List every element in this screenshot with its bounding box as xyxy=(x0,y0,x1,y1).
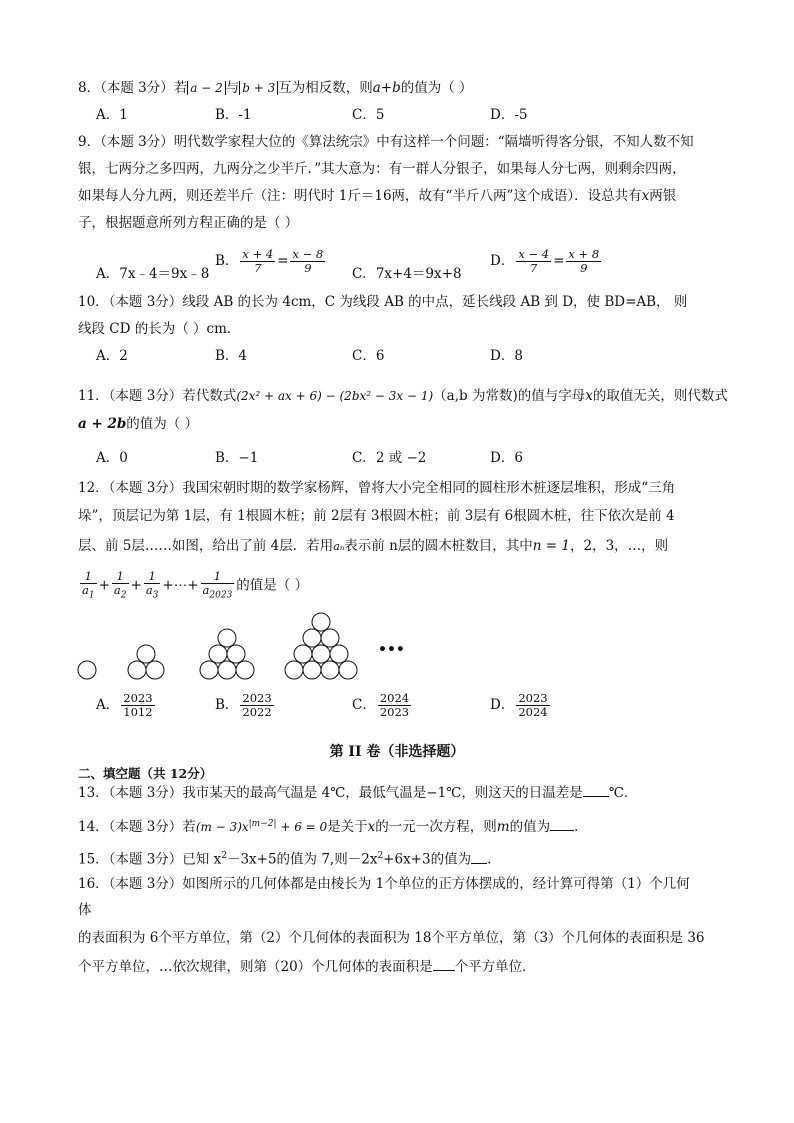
q8-option-c: C．5 xyxy=(352,107,385,123)
question-14: 14．（本题 3分）若$(m - 3)x^{|m-2|} + 6 = 0$是关于x的一元一次方程，则m的值为 ． xyxy=(78,814,588,837)
question-9-line-3: 如果每人分九两，则还差半斤（注：明代时 1斤＝16两，故有“半斤八两”这个成语）．设总共有x两银 xyxy=(78,188,677,204)
question-9-line-4: 子，根据题意所列方程正确的是（ ） xyxy=(78,215,299,231)
question-10-line-2: 线段 CD 的长为（ ）cm． xyxy=(78,321,241,337)
pile-4 xyxy=(285,613,357,679)
question-16-line-1: 16．（本题 3分）如图所示的几何体都是由棱长为 1个单位的正方体摆成的，经计算可得第（1）个几何 xyxy=(78,876,690,892)
section-subtitle: 二、填空题（共 12分） xyxy=(78,766,213,781)
question-9-line-2: 银，七两分之多四两，九两分之少半斤．”其大意为：有一群人分银子，如果每人分七两，则剩余四两， xyxy=(78,161,686,177)
q11-option-a: A．0 xyxy=(96,450,128,466)
q12-option-c: C． $\frac{2024}{2023}$ xyxy=(352,691,410,719)
q10-option-d: D．8 xyxy=(490,348,523,364)
log-pile-figure xyxy=(70,612,430,692)
q11-option-c: C．2 或 −2 xyxy=(352,450,427,466)
q8-option-a: A．1 xyxy=(96,107,128,123)
q9-option-b: B． $\frac{x + 4}{7}$ = $\frac{x - 8}{9}$ xyxy=(215,247,324,275)
q10-option-c: C．6 xyxy=(352,348,385,364)
question-12-sum: $\frac{1}{a_1}$ + $\frac{1}{a_2}$ + $\frac{1}{a_3}$ +⋯+ $\frac{1}{a_{2023}}$ 的值是（ ） xyxy=(82,569,309,601)
q9-option-a: A．7x﹣4＝9x﹣8 xyxy=(96,266,210,282)
question-16-line-4: 个平方单位，…依次规律，则第（20）个几何体的表面积是 个平方单位． xyxy=(78,956,536,977)
question-15: 15．（本题 3分）已知 $x^2-3x+5$的值为 7,则$-2x^2+6x+3$的值为 . xyxy=(78,846,491,870)
figure-ellipsis: ••• xyxy=(378,642,405,658)
q15-answer-blank xyxy=(471,849,487,864)
q8-option-d: D．-5 xyxy=(490,107,528,123)
question-10-line-1: 10．（本题 3分）线段 AB 的长为 4cm，C 为线段 AB 的中点，延长线段 AB 到 D，使 BD=AB， 则 xyxy=(78,294,688,310)
section-title: 第 II 卷（非选择题） xyxy=(329,744,465,760)
q12-option-d: D． $\frac{2023}{2024}$ xyxy=(490,691,548,719)
question-12-line-1: 12．（本题 3分）我国宋朝时期的数学家杨辉，曾将大小完全相同的圆柱形木桩逐层堆积，形成“三角 xyxy=(78,480,676,496)
q12-option-a: A． $\frac{2023}{1012}$ xyxy=(96,691,153,719)
q14-answer-blank xyxy=(550,816,574,831)
question-12-line-2: 垛”，顶层记为第 1层，有 1根圆木桩；前 2层有 3根圆木桩；前 3层有 6根圆木桩，往下依次是前 4 xyxy=(78,508,675,524)
question-12-line-3: 层、前 5层……如图，给出了前 4层．若用aₙ表示前 n层的圆木桩数目，其中n = 1，2，3，…，则 xyxy=(78,538,669,554)
q11-option-b: B．−1 xyxy=(215,450,259,466)
abs-b-plus-3: b + 3 xyxy=(239,81,278,95)
pile-1 xyxy=(78,661,96,679)
question-16-line-3: 的表面积为 6个平方单位，第（2）个几何体的表面积为 18个平方单位，第（3）个几何体的表面积是 36 xyxy=(78,930,705,946)
abs-a-minus-2: a − 2 xyxy=(187,81,225,95)
q12-option-b: B． $\frac{2023}{2022}$ xyxy=(215,691,272,719)
question-16-line-2: 体 xyxy=(78,902,92,918)
q9-option-d: D． $\frac{x - 4}{7}$ = $\frac{x + 8}{9}$ xyxy=(490,247,600,275)
q8-option-b: B．-1 xyxy=(215,107,252,123)
q11-option-d: D．6 xyxy=(490,450,523,466)
question-8: 8．（本题 3分）若 a − 2 与 b + 3 互为相反数，则a+b的值为（ ） xyxy=(78,80,473,96)
q16-answer-blank xyxy=(433,956,455,971)
question-11-line-1: 11．（本题 3分）若代数式(2x² + ax + 6) − (2bx² − 3x − 1)（a,b 为常数)的值与字母x的取值无关，则代数式 xyxy=(78,388,728,404)
q13-answer-blank xyxy=(583,782,609,797)
question-13: 13．（本题 3分）我市某天的最高气温是 4℃，最低气温是−1℃，则这天的日温差是 ℃． xyxy=(78,782,637,803)
q9-option-c: C．7x+4＝9x+8 xyxy=(352,266,462,282)
q10-option-b: B．4 xyxy=(215,348,248,364)
question-9-line-1: 9．（本题 3分）明代数学家程大位的《算法统宗》中有这样一个问题：“隔墙听得客分银，不知人数不知 xyxy=(78,134,694,150)
pile-3 xyxy=(200,629,254,679)
q10-option-a: A．2 xyxy=(96,348,128,364)
q11-expression: (2x² + ax + 6) − (2bx² − 3x − 1) xyxy=(236,389,434,403)
question-11-line-2: a + 2b的值为（ ） xyxy=(78,416,199,432)
pile-2 xyxy=(128,645,164,679)
